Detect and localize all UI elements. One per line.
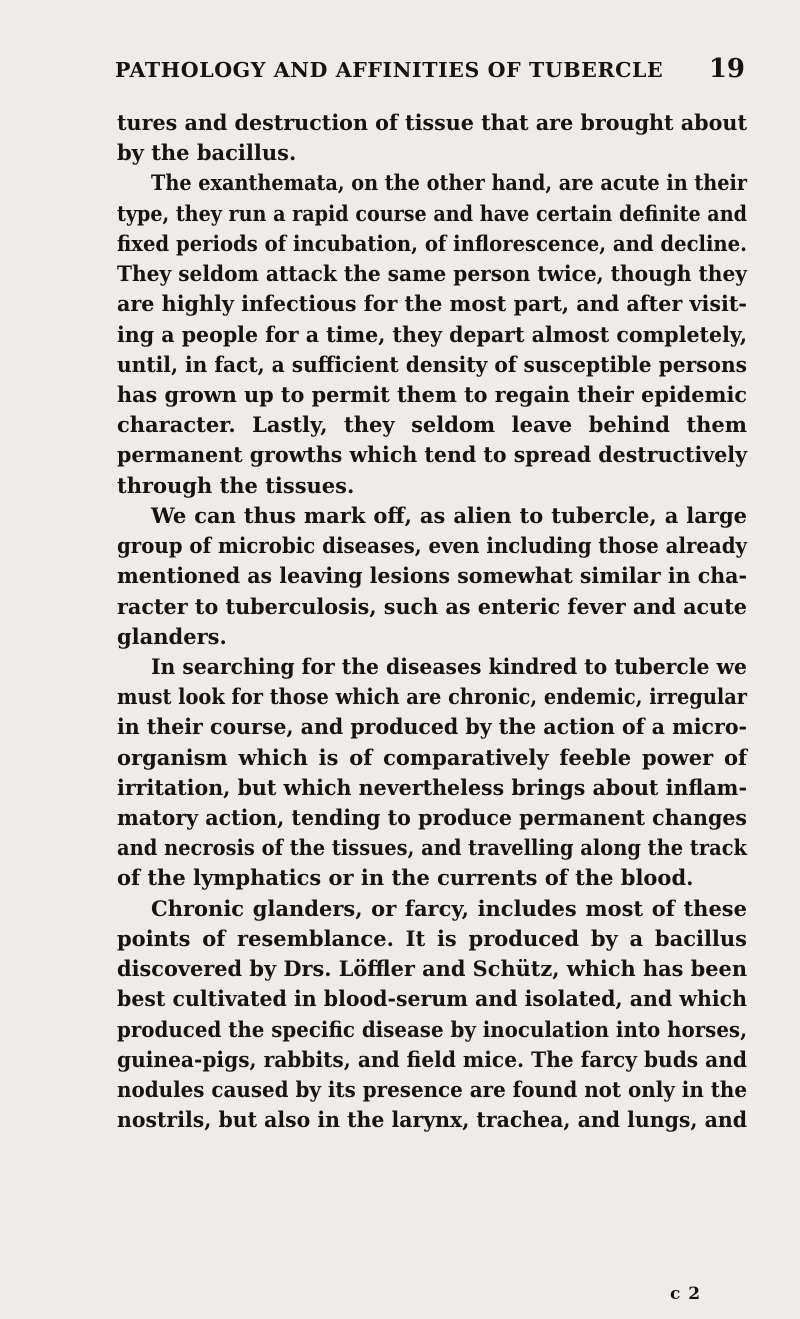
text-line: irritation, but which nevertheless brings about inflam- — [117, 774, 747, 800]
text-line: has grown up to permit them to regain their epidemic — [117, 381, 747, 407]
text-line: group of microbic diseases, even including those already — [117, 533, 747, 559]
text-line: by the bacillus. — [117, 140, 297, 166]
text-line: glanders. — [117, 623, 227, 649]
signature-mark: c 2 — [670, 1284, 702, 1304]
text-line: best cultivated in blood-serum and isolated, and which — [117, 986, 747, 1012]
text-line: mentioned as leaving lesions somewhat similar in cha- — [117, 563, 747, 589]
text-line: of the lymphatics or in the currents of the blood. — [117, 865, 694, 891]
text-line: organism which is of comparatively feeble power of — [117, 744, 747, 770]
text-line: nodules caused by its presence are found not only in the — [117, 1077, 747, 1102]
text-line: racter to tuberculosis, such as enteric fever and acute — [117, 593, 747, 619]
text-line: The exanthemata, on the other hand, are acute in their — [151, 170, 747, 196]
text-line: They seldom attack the same person twice, though they — [117, 261, 747, 287]
text-line: nostrils, but also in the larynx, trachea, and lungs, and — [117, 1107, 747, 1133]
page-header — [115, 54, 745, 94]
text-line: discovered by Drs. Löffler and Schütz, which has been — [117, 956, 747, 982]
text-line: character. Lastly, they seldom leave behind them — [117, 412, 747, 438]
text-line: in their course, and produced by the action of a micro- — [117, 714, 747, 740]
text-line: matory action, tending to produce permanent changes — [117, 805, 747, 831]
text-line: produced the specific disease by inoculation into horses, — [117, 1016, 747, 1042]
body-text — [117, 108, 747, 1135]
page-number: 19 — [708, 54, 745, 84]
text-line: must look for those which are chronic, endemic, irregular — [117, 684, 747, 710]
text-line: Chronic glanders, or farcy, includes most of these — [151, 895, 747, 921]
text-line: tures and destruction of tissue that are brought about — [117, 110, 747, 135]
text-line: permanent growths which tend to spread destructively — [117, 442, 747, 468]
text-line: We can thus mark off, as alien to tubercle, a large — [151, 502, 747, 528]
text-line: ing a people for a time, they depart almost completely, — [117, 321, 747, 347]
text-line: and necrosis of the tissues, and travelling along the track — [117, 835, 747, 861]
text-line: In searching for the diseases kindred to tubercle we — [151, 653, 747, 679]
text-line: fixed periods of incubation, of inflorescence, and decline. — [117, 230, 747, 256]
text-line: through the tissues. — [117, 472, 355, 498]
text-line: points of resemblance. It is produced by a bacillus — [117, 925, 747, 951]
text-line: until, in fact, a sufficient density of susceptible persons — [117, 351, 747, 377]
text-line: type, they run a rapid course and have certain definite and — [117, 200, 747, 226]
running-head: PATHOLOGY AND AFFINITIES OF TUBERCLE — [115, 58, 664, 82]
text-line: are highly infectious for the most part, and after visit- — [117, 291, 747, 317]
text-line: guinea-pigs, rabbits, and field mice. The farcy buds and — [117, 1046, 747, 1072]
